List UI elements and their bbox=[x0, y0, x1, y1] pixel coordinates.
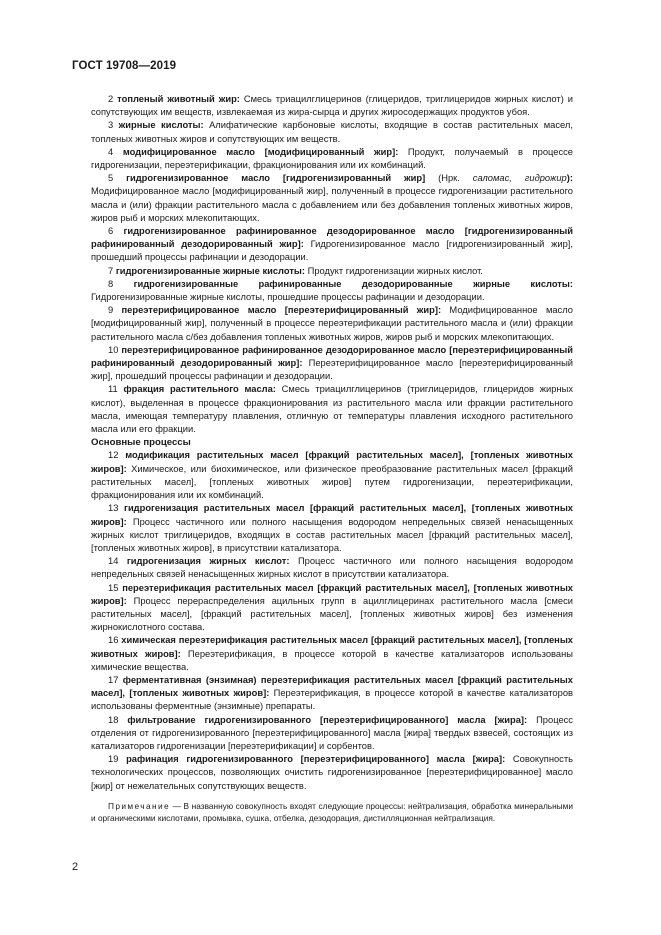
term: гидрогенизация жирных кислот: bbox=[126, 556, 290, 567]
note-label: Примечание bbox=[108, 800, 171, 811]
item-number: 13 bbox=[108, 503, 119, 514]
definition-text: Переэтерификация, в процессе которой в качестве катализаторов использованы химические вещества. bbox=[91, 648, 573, 672]
process-item bbox=[91, 753, 573, 793]
item-number: 5 bbox=[108, 173, 114, 184]
definition-item bbox=[91, 225, 573, 265]
term: переэтерифицированное рафинированное дезодорированное масло [переэтерифицированный рафинированный дезодорированный жир]: bbox=[91, 344, 573, 369]
page-number: 2 bbox=[72, 861, 79, 873]
definition-text: Переэтерифицированное масло [переэтерифицированный жир], прошедший процессы рафинации и дезодорации. bbox=[91, 358, 574, 382]
item-number: 10 bbox=[108, 344, 119, 355]
process-item bbox=[91, 674, 573, 714]
definition-text: Процесс перераспределения ацильных групп в ацилглицеринах растительного масла [смеси растительных масел], [фракций растительных масел], [топленых животных жиров] без изменения жирнокислотного состава. bbox=[91, 595, 573, 633]
definition-item bbox=[91, 344, 573, 384]
item-number: 17 bbox=[108, 674, 119, 685]
term: химическая переэтерификация растительных масел [фракций растительных масел], [топленых животных жиров]: bbox=[91, 635, 573, 659]
deprecated-prefix: (Нрк. bbox=[425, 173, 473, 184]
definition-text: Алифатические карбоновые кислоты, входящие в состав растительных масел, топленых животных жиров и сопутствующих им веществ. bbox=[91, 120, 573, 144]
item-number: 12 bbox=[108, 450, 119, 461]
definition-item bbox=[91, 146, 573, 172]
definition-item bbox=[91, 383, 573, 436]
term: гидрогенизация растительных масел [фракций растительных масел], [топленых животных жиров]: bbox=[91, 503, 573, 527]
definition-text: Процесс частичного или полного насыщения водородом непредельных связей ненасыщенных жирных кислот в присутствии катализатора. bbox=[91, 556, 573, 580]
process-item bbox=[91, 502, 573, 555]
item-number: 4 bbox=[108, 146, 114, 157]
term: рафинация гидрогенизированного [переэтерифицированного] масла [жира]: bbox=[126, 754, 506, 765]
definition-text: Гидрогенизированное масло [гидрогенизированный жир], прошедший процессы рафинации и дезодорации. bbox=[91, 239, 574, 263]
term: топленый животный жир: bbox=[117, 94, 240, 104]
item-number: 15 bbox=[108, 582, 119, 593]
definition-item bbox=[91, 278, 573, 304]
item-number: 19 bbox=[108, 754, 119, 765]
term: фильтрование гидрогенизированного [переэтерифицированного] масла [жира]: bbox=[127, 714, 528, 725]
term: гидрогенизированное рафинированное дезодорированное масло [гидрогенизированный рафинированный дезодорированный жир]: bbox=[91, 226, 573, 250]
term: гидрогенизированные рафинированные дезодорированные жирные кислоты: bbox=[133, 278, 573, 289]
definition-text: Модифицированное масло [модифицированный жир], полученный в процессе переэтерификации растительного масла и (или) фракции растительного масла с/без добавления топленых животных жиров, жиров рыб и морских млекопитающих. bbox=[91, 305, 573, 342]
process-item bbox=[91, 634, 573, 674]
definition-item bbox=[91, 119, 573, 145]
definition-text: Переэтерификация, в процессе которой в качестве катализаторов использованы ферментные (энзимные) препараты. bbox=[91, 688, 573, 712]
deprecated-suffix: ): bbox=[566, 173, 573, 184]
item-number: 14 bbox=[108, 556, 119, 567]
term: ферментативная (энзимная) переэтерификация растительных масел [фракций растительных масел], [топленых животных жиров]: bbox=[91, 674, 573, 699]
item-number: 6 bbox=[108, 226, 114, 237]
definition-text: Смесь триацилглицеринов (глицеридов, триглицеридов жирных кислот) и сопутствующих им веществ, извлекаемая из жира-сырца и других жиросодержащих продуктов убоя. bbox=[91, 94, 573, 118]
term: жирные кислоты: bbox=[118, 120, 204, 131]
definition-item bbox=[91, 265, 573, 278]
definition-text: Процесс частичного или полного насыщения водородом непредельных связей ненасыщенных жирных кислот триглицеридов, входящих в состав растительных масел [фракций растительных масел], [топленых животных жиров], в присутствии катализатора. bbox=[91, 516, 573, 553]
term: модификация растительных масел [фракций растительных масел], [топленых животных жиров]: bbox=[91, 450, 573, 474]
process-item bbox=[91, 582, 573, 635]
term: переэтерификация растительных масел [фракций растительных масел], [топленых животных жиров]: bbox=[91, 582, 573, 606]
process-item bbox=[91, 555, 573, 581]
definition-text: Смесь триацилглицеринов (триглицеридов, глицеридов жирных кислот), выделенная в процессе фракционирования из растительного масла или фракции растительного масла, имеющая температуру плавления, отличную от температуры плавления исходного растительного масла или его фракции. bbox=[91, 384, 573, 435]
item-number: 9 bbox=[108, 305, 114, 316]
document-body bbox=[91, 93, 573, 824]
definition-text: Процесс отделения от гидрогенизированного [переэтерифицированного] масла [жира] твердых взвесей, состоящих из катализаторов гидрогенизации [переэтерификации] и сорбентов. bbox=[91, 714, 573, 751]
process-item bbox=[91, 714, 573, 754]
deprecated-terms: саломас, гидрожир bbox=[472, 173, 567, 184]
definition-text: Продукт, получаемый в процессе гидрогенизации, переэтерификации, фракционирования или их комбинаций. bbox=[91, 146, 573, 171]
item-number: 7 bbox=[108, 265, 114, 276]
section-title: Основные процессы bbox=[91, 437, 191, 449]
definitions-list bbox=[91, 93, 573, 436]
item-number: 3 bbox=[108, 120, 114, 131]
definition-text: Модифицированное масло [модифицированный жир], полученный в процессе гидрогенизации растительного масла и (или) фракции растительного масла с добавлением или без добавления топленых животных жиров, жиров рыб и морских млекопитающих. bbox=[91, 186, 573, 223]
definition-text: Гидрогенизированные жирные кислоты, прошедшие процессы рафинации и дезодорации. bbox=[91, 292, 485, 303]
definition-text: Продукт гидрогенизации жирных кислот. bbox=[305, 265, 484, 276]
process-item bbox=[91, 449, 573, 502]
item-number: 16 bbox=[108, 635, 119, 646]
note-text: — В названную совокупность входят следующие процессы: нейтрализация, обработка минеральными и органическими кислотами, промывка, сушка, отбелка, дезодорация, дистилляционная нейтрализация. bbox=[91, 800, 573, 823]
definition-text: Совокупность технологических процессов, позволяющих очистить гидрогенизированное [переэтерифицированное] масло [жир] от нежелательных сопутствующих веществ. bbox=[91, 754, 573, 791]
definition-text: Химическое, или биохимическое, или физическое преобразование растительных масел [фракций растительных масел], [топленых животных жиров] путем гидрогенизации, переэтерификации, фракционирования или их комбинаций. bbox=[91, 463, 573, 501]
definition-item bbox=[91, 304, 573, 344]
item-number: 18 bbox=[108, 714, 119, 725]
term: гидрогенизированные жирные кислоты: bbox=[115, 265, 306, 276]
item-number: 11 bbox=[108, 384, 118, 395]
item-number: 8 bbox=[108, 278, 114, 289]
document-header: ГОСТ 19708—2019 bbox=[72, 60, 177, 72]
term: переэтерифицированное масло [переэтерифицированный жир]: bbox=[121, 305, 442, 316]
term: модифицированное масло [модифицированный жир]: bbox=[122, 146, 399, 157]
processes-list bbox=[91, 449, 573, 792]
definition-item bbox=[91, 172, 573, 225]
note bbox=[91, 800, 573, 824]
definition-item bbox=[91, 93, 573, 119]
term: фракция растительного масла: bbox=[123, 384, 276, 395]
item-number: 2 bbox=[108, 94, 114, 104]
term: гидрогенизированное масло [гидрогенизированный жир] bbox=[126, 173, 426, 184]
